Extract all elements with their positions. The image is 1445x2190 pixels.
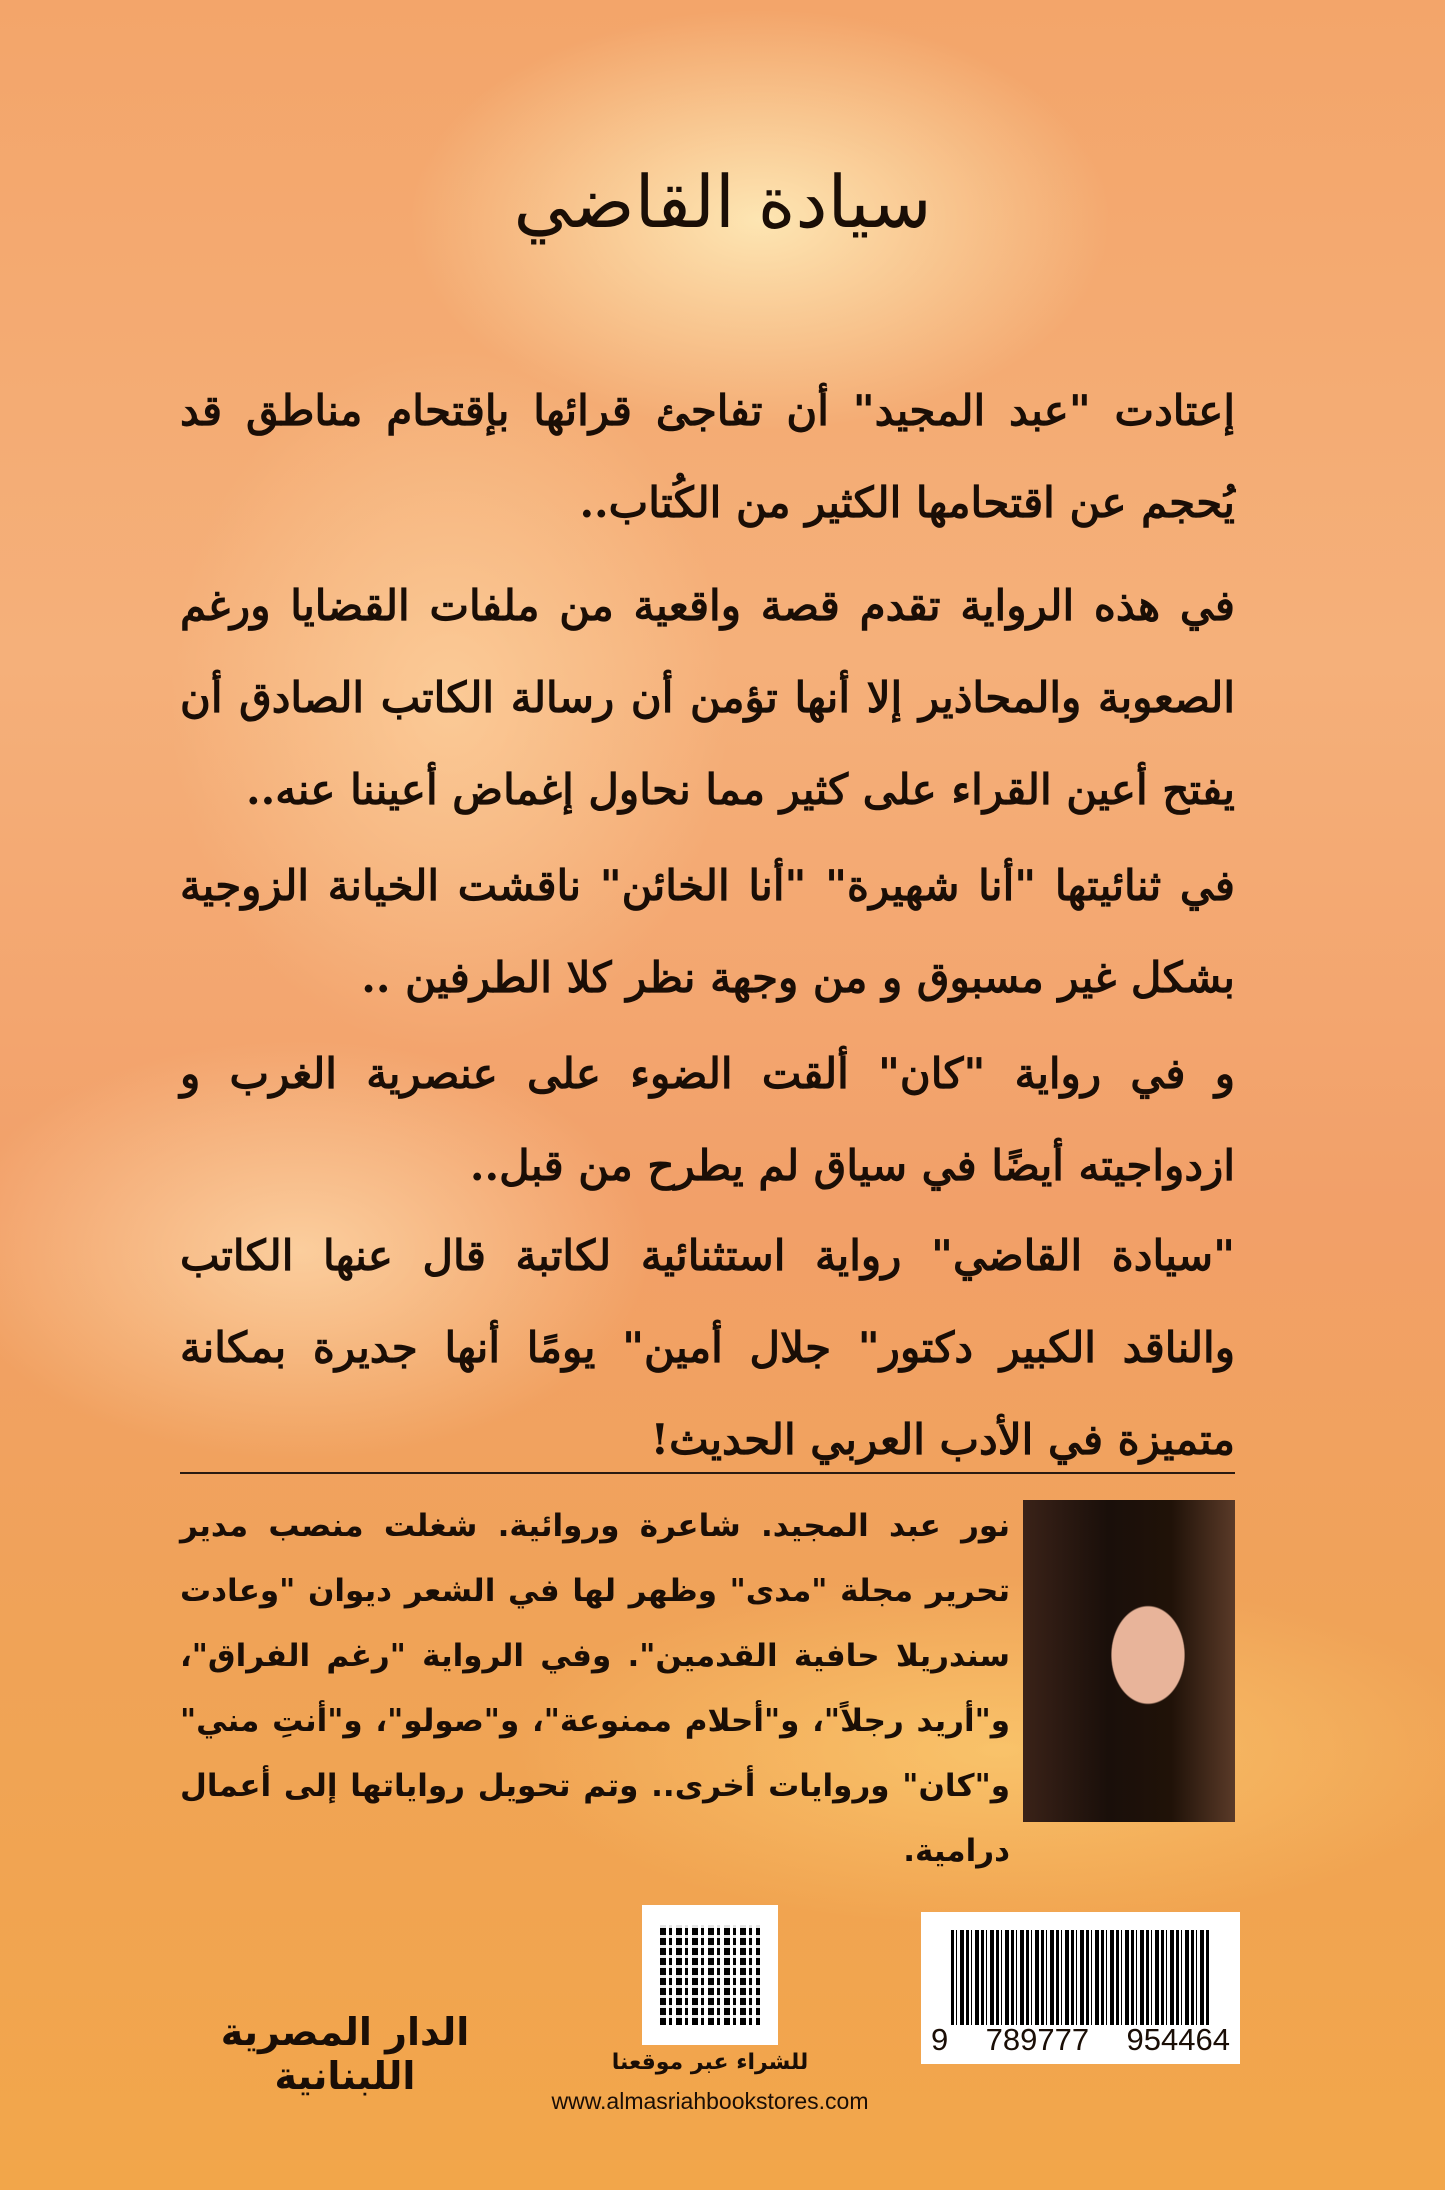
author-bio: نور عبد المجيد. شاعرة وروائية. شغلت منصب مدير تحرير مجلة "مدى" وظهر لها في الشعر ديوان "وعادت سندريلا حافية القدمين". وفي الرواية "رغم الفراق"، و"أريد رجلاً"، و"أحلام ممنوعة"، و"صولو"، و"أنتِ مني" و"كان" وروايات أخرى.. وتم تحويل رواياتها إلى أعمال درامية. — [180, 1508, 1010, 1869]
isbn-prefix: 9 — [931, 2022, 949, 2057]
paragraph-3: في ثنائيتها "أنا شهيرة" "أنا الخائن" ناقشت الخيانة الزوجية بشكل غير مسبوق و من وجهة نظر كلا الطرفين .. — [180, 861, 1235, 1002]
paragraph-2: في هذه الرواية تقدم قصة واقعية من ملفات القضايا ورغم الصعوبة والمحاذير إلا أنها تؤمن أن رسالة الكاتب الصادق أن يفتح أعين القراء على كثير مما نحاول إغماض أعيننا عنه.. — [180, 581, 1235, 814]
publisher-logo: الدار المصرية اللبنانية — [220, 2010, 470, 2098]
qr-caption: للشراء عبر موقعنا — [611, 2050, 809, 2075]
isbn-number — [931, 2022, 1230, 2058]
isbn-group1: 789777 — [985, 2022, 1090, 2057]
divider — [180, 1472, 1235, 1474]
qr-pattern — [660, 1925, 760, 2025]
isbn-group2: 954464 — [1126, 2022, 1230, 2057]
paragraph-1: إعتادت "عبد المجيد" أن تفاجئ قرائها بإقتحام مناطق قد يُحجم عن اقتحامها الكثير من الكُتاب.. — [180, 386, 1235, 527]
isbn-barcode — [921, 1912, 1240, 2064]
book-title: سيادة القاضي — [513, 160, 932, 244]
qr-code[interactable] — [642, 1905, 778, 2045]
paragraph-5: "سيادة القاضي" رواية استثنائية لكاتبة قال عنها الكاتب والناقد الكبير دكتور" جلال أمين" يومًا أنها جديرة بمكانة متميزة في الأدب العربي الحديث! — [180, 1231, 1235, 1464]
author-photo — [1023, 1500, 1235, 1822]
barcode-bars — [951, 1930, 1211, 2025]
paragraph-4: و في رواية "كان" ألقت الضوء على عنصرية الغرب و ازدواجيته أيضًا في سياق لم يطرح من قبل.. — [180, 1049, 1235, 1190]
website-link[interactable]: www.almasriahbookstores.com — [551, 2088, 869, 2114]
